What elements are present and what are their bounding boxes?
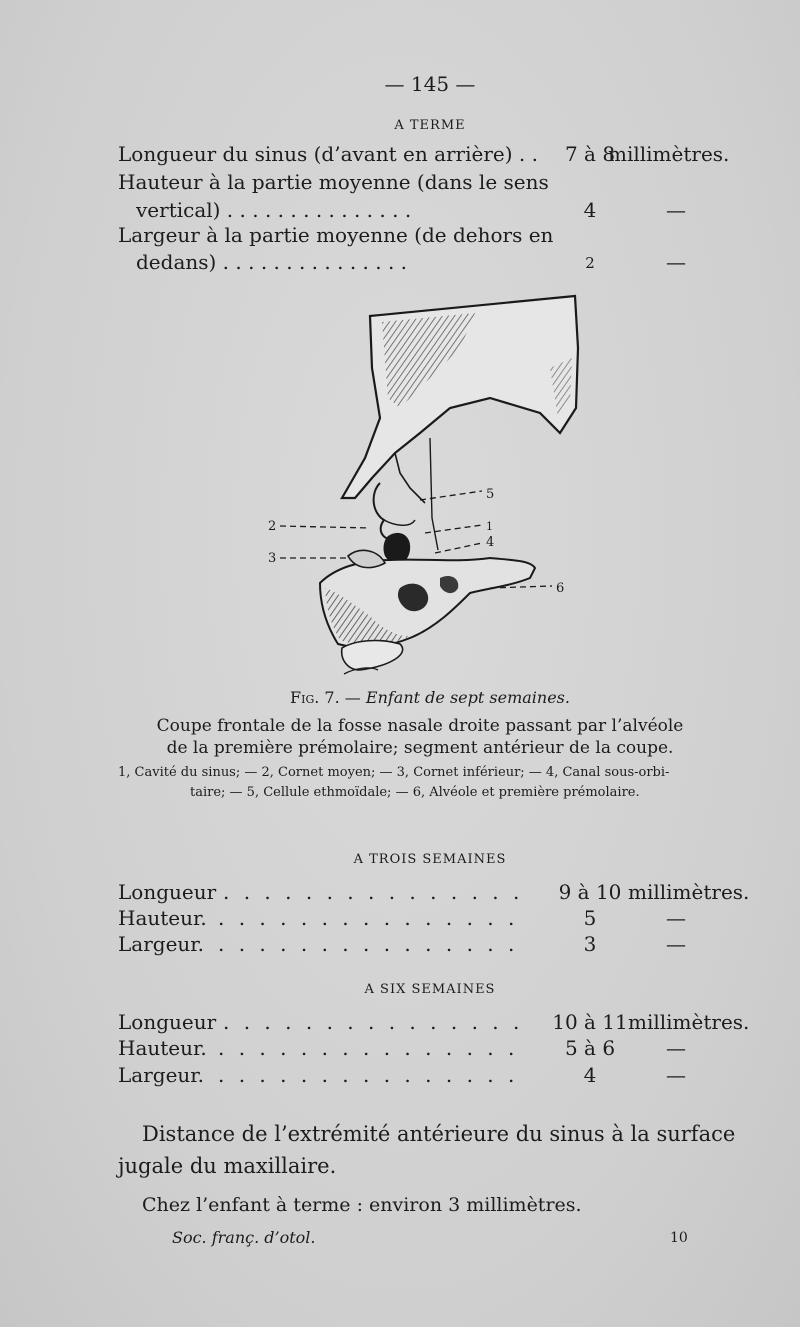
- paragraph-line: jugale du maxillaire.: [118, 1154, 337, 1178]
- figure-caption-prefix: Fig. 7. —: [290, 688, 361, 707]
- row-unit: —: [666, 250, 686, 274]
- row-label: Largeur.: [118, 1063, 205, 1087]
- row-label: Longueur: [118, 1010, 217, 1034]
- page-number: — 145 —: [384, 72, 476, 96]
- figure-legend-line: taire; — 5, Cellule ethmoïdale; — 6, Alvéole et première prémolaire.: [190, 785, 640, 800]
- row-unit: —: [666, 198, 686, 222]
- row-value: 10 à 11: [552, 1010, 628, 1034]
- row-label: Longueur du sinus (d’avant en arrière) . .: [118, 142, 538, 166]
- row-value: 4: [583, 198, 597, 222]
- anatomical-figure: [260, 288, 600, 688]
- row-value: 4: [583, 1063, 597, 1087]
- row-unit: millimètres.: [608, 142, 730, 166]
- row-value: 5: [583, 906, 597, 930]
- row-label: Hauteur.: [118, 1036, 207, 1060]
- row-unit: —: [666, 1063, 686, 1087]
- row-label: vertical) . . . . . . . . . . . . . . .: [136, 198, 412, 222]
- row-unit: —: [666, 906, 686, 930]
- row-unit: millimètres.: [628, 1010, 750, 1034]
- table-row: Largeur. . . . . . . . . . . . . . . . 4 —: [118, 1063, 686, 1087]
- row-value: 9 à 10: [558, 880, 622, 904]
- figure-label-1: 1: [486, 520, 493, 533]
- row-unit: millimètres.: [628, 880, 750, 904]
- row-unit: —: [666, 1036, 686, 1060]
- table-row: Hauteur. . . . . . . . . . . . . . . . 5 —: [118, 906, 686, 930]
- table-row: [118, 250, 758, 278]
- figure-label-4: 4: [486, 535, 495, 550]
- figure-legend-line: 1, Cavité du sinus; — 2, Cornet moyen; — 3, Cornet inférieur; — 4, Canal sous-orbi-: [118, 765, 670, 780]
- row-label: dedans) . . . . . . . . . . . . . . .: [136, 250, 408, 274]
- table-row: Hauteur. . . . . . . . . . . . . . . . 5 à 6 —: [118, 1036, 686, 1060]
- figure-label-2: 2: [268, 519, 277, 534]
- row-unit: —: [666, 932, 686, 956]
- section-title-six-semaines: A SIX SEMAINES: [364, 982, 496, 997]
- figure-caption-line: Coupe frontale de la fosse nasale droite passant par l’alvéole: [156, 716, 684, 736]
- row-value: 2: [585, 254, 595, 272]
- paragraph-line: Distance de l’extrémité antérieure du sinus à la surface: [142, 1122, 736, 1146]
- row-label: Longueur: [118, 880, 217, 904]
- table-row: [118, 142, 758, 170]
- table-row: [118, 223, 758, 251]
- figure-caption-title: [0, 688, 800, 707]
- row-label: Hauteur à la partie moyenne (dans le sens: [118, 170, 549, 194]
- section-title-a-terme: A TERME: [394, 118, 466, 133]
- row-label: Largeur à la partie moyenne (de dehors en: [118, 223, 554, 247]
- table-row: Largeur. . . . . . . . . . . . . . . . 3 —: [118, 932, 686, 956]
- figure-label-3: 3: [268, 551, 277, 566]
- table-row: [118, 170, 758, 198]
- table-row: [118, 198, 758, 226]
- paragraph: Chez l’enfant à terme : environ 3 millimètres.: [142, 1194, 582, 1216]
- footer-journal: Soc. franç. d’otol.: [172, 1228, 316, 1247]
- figure-label-6: 6: [556, 581, 565, 596]
- section-title-trois-semaines: A TROIS SEMAINES: [353, 852, 507, 867]
- middle-concha: [374, 483, 392, 540]
- figure-caption-line: de la première prémolaire; segment antérieur de la coupe.: [166, 738, 674, 758]
- row-value: 7 à 8: [564, 142, 616, 166]
- row-value: 3: [583, 932, 597, 956]
- table-row: Longueur . . . . . . . . . . . . . . . 9 à 10 millimètres.: [118, 880, 750, 904]
- row-label: Hauteur.: [118, 906, 207, 930]
- table-row: Longueur . . . . . . . . . . . . . . . 10 à 11 millimètres.: [118, 1010, 750, 1034]
- footer-signature-number: 10: [670, 1230, 688, 1246]
- row-value: 5 à 6: [564, 1036, 616, 1060]
- figure-caption-italic: Enfant de sept semaines.: [365, 688, 570, 707]
- row-label: Largeur.: [118, 932, 205, 956]
- figure-label-5: 5: [486, 487, 495, 502]
